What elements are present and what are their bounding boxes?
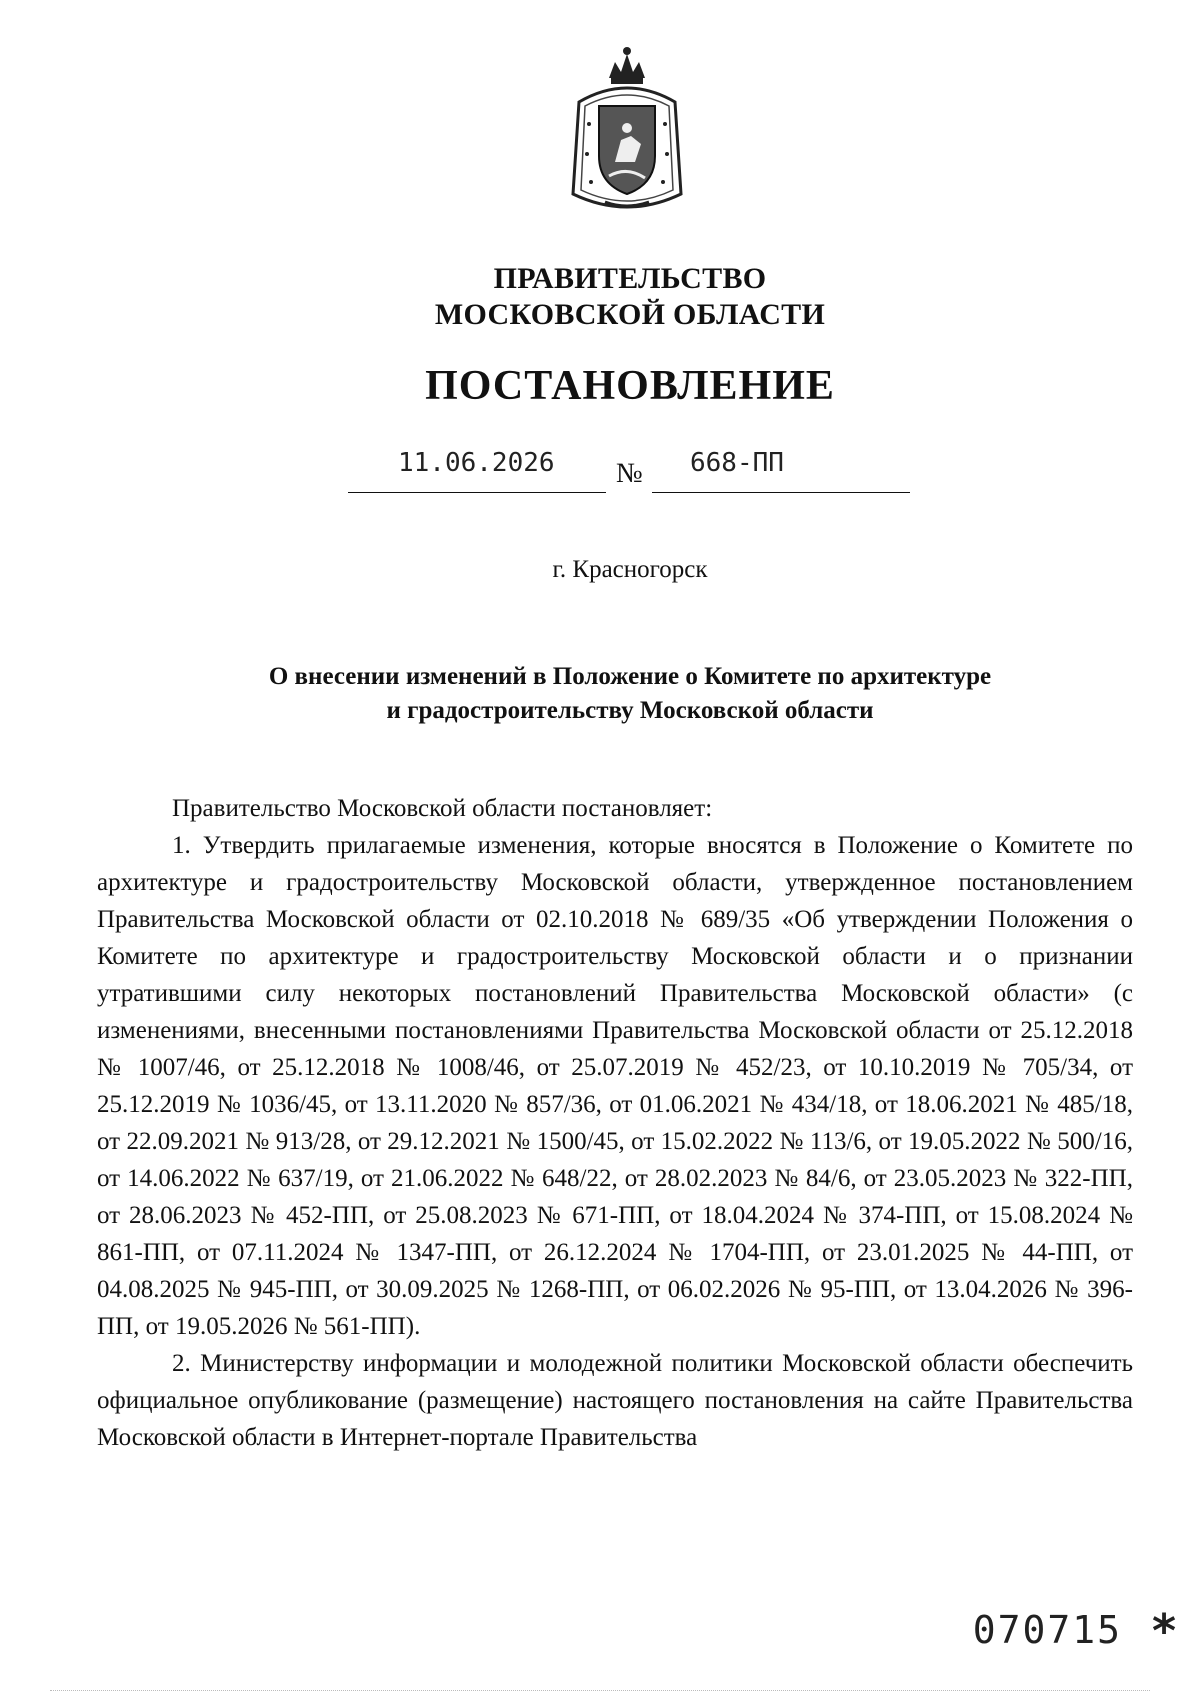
document-body <box>97 790 1133 1456</box>
city: г. Красногорск <box>552 556 708 583</box>
serial-mark: * <box>1151 1604 1176 1658</box>
document-title-line1: О внесении изменений в Положение о Комитете по архитектуре <box>268 663 992 690</box>
document-title-line2: и градостроительству Московской области <box>386 697 874 724</box>
org-name-line1: ПРАВИТЕЛЬСТВО <box>493 262 767 295</box>
scan-edge <box>50 1690 1150 1693</box>
document-date: 11.06.2026 <box>398 448 555 478</box>
document-type: ПОСТАНОВЛЕНИЕ <box>425 363 835 409</box>
number-underline <box>652 492 910 493</box>
serial-number: 070715 <box>972 1608 1122 1652</box>
date-underline <box>348 492 606 493</box>
document-title <box>150 660 1110 728</box>
coat-of-arms-icon <box>565 44 689 216</box>
body-item-1: 1. Утвердить прилагаемые изменения, которые вносятся в Положение о Комитете по архитектуре и градостроительству Московской области, утвержденное постановлением Правительства Московской области от 02.10.2018 № 689/35 «Об утверждении Положения о Комитете по архитектуре и градостроительству Московской области и о признании утратившими силу некоторых постановлений Правительства Московской области» (с изменениями, внесенными постановлениями Правительства Московской области от 25.12.2018 № 1007/46, от 25.12.2018 № 1008/46, от 25.07.2019 № 452/23, от 10.10.2019 № 705/34, от 25.12.2019 № 1036/45, от 13.11.2020 № 857/36, от 01.06.2021 № 434/18, от 18.06.2021 № 485/18, от 22.09.2021 № 913/28, от 29.12.2021 № 1500/45, от 15.02.2022 № 113/6, от 19.05.2022 № 500/16, от 14.06.2022 № 637/19, от 21.06.2022 № 648/22, от 28.02.2023 № 84/6, от 23.05.2023 № 322-ПП, от 28.06.2023 № 452-ПП, от 25.08.2023 № 671-ПП, от 18.04.2024 № 374-ПП, от 15.08.2024 № 861-ПП, от 07.11.2024 № 1347-ПП, от 26.12.2024 № 1704-ПП, от 23.01.2025 № 44-ПП, от 04.08.2025 № 945-ПП, от 30.09.2025 № 1268-ПП, от 06.02.2026 № 95-ПП, от 13.04.2026 № 396-ПП, от 19.05.2026 № 561-ПП). <box>97 832 1133 1340</box>
body-item-2: 2. Министерству информации и молодежной политики Московской области обеспечить официальное опубликование (размещение) настоящего постановления на сайте Правительства Московской области в Интернет-портале Правительства <box>97 1350 1133 1451</box>
body-intro: Правительство Московской области постановляет: <box>172 795 713 822</box>
number-sign: № <box>616 458 643 489</box>
org-name-line2: МОСКОВСКОЙ ОБЛАСТИ <box>434 298 826 331</box>
document-number: 668-ПП <box>690 448 784 478</box>
